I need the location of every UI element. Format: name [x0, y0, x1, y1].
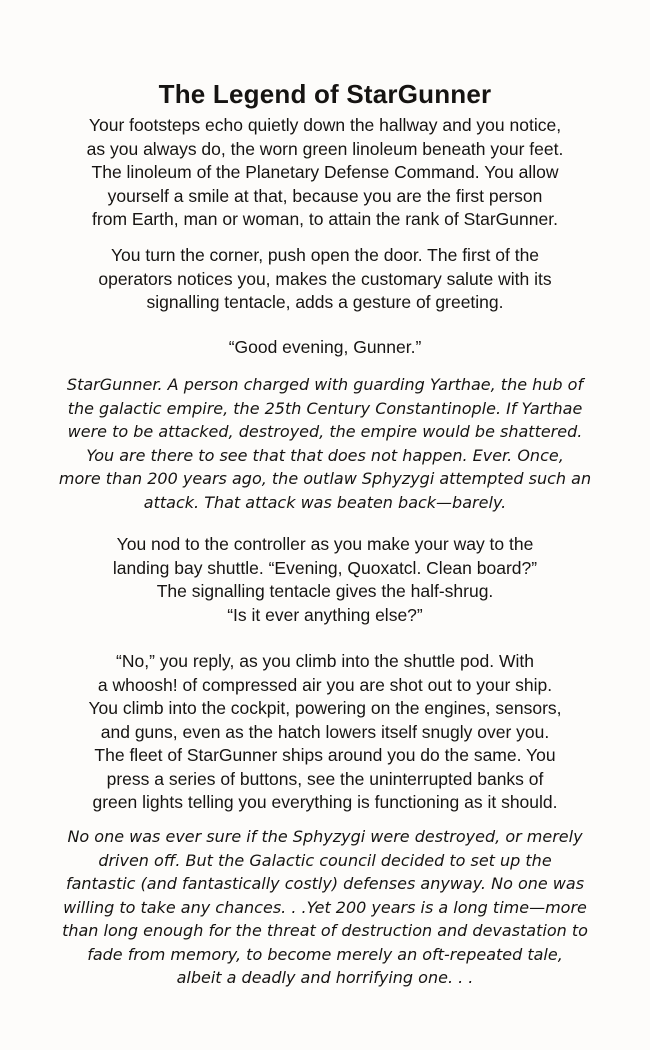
text-line: were to be attacked, destroyed, the empire would be shattered.	[67, 422, 583, 441]
text-line: a whoosh! of compressed air you are shot out to your ship.	[97, 674, 553, 695]
text-line: attack. That attack was beaten back—barely.	[143, 492, 507, 512]
text-line: You climb into the cockpit, powering on the engines, sensors,	[88, 698, 562, 718]
paragraph-greeting	[30, 336, 620, 360]
text-line: press a series of buttons, see the uninterrupted banks of	[106, 768, 544, 789]
text-line: albeit a deadly and horrifying one. . .	[176, 968, 474, 987]
text-line: as you always do, the worn green linoleum beneath your feet.	[86, 138, 564, 159]
paragraph-controller	[30, 533, 620, 627]
paragraph-door	[30, 244, 620, 315]
paragraph-sphyzygi-italic	[30, 825, 620, 990]
page-title: The Legend of StarGunner	[158, 79, 492, 109]
text-line: landing bay shuttle. “Evening, Quoxatcl. Clean board?”	[112, 557, 538, 578]
paragraph-shuttle	[30, 650, 620, 815]
text-line: You are there to see that that does not happen. Ever. Once,	[86, 445, 564, 465]
text-line: “No,” you reply, as you climb into the shuttle pod. With	[116, 651, 534, 671]
text-line: “Good evening, Gunner.”	[228, 337, 422, 357]
text-line: the galactic empire, the 25th Century Constantinople. If Yarthae	[67, 398, 583, 418]
text-line: You turn the corner, push open the door. The first of the	[110, 245, 540, 265]
text-line: more than 200 years ago, the outlaw Sphyzygi attempted such an	[58, 469, 592, 488]
text-line: StarGunner. A person charged with guarding Yarthae, the hub of	[66, 375, 584, 394]
text-line: Your footsteps echo quietly down the hallway and you notice,	[88, 115, 562, 135]
paragraph-hallway	[30, 114, 620, 232]
text-line: green lights telling you everything is functioning as it should.	[92, 792, 558, 812]
text-line: The signalling tentacle gives the half-shrug.	[156, 581, 494, 601]
text-line: yourself a smile at that, because you are the first person	[107, 185, 543, 206]
text-line: operators notices you, makes the customary salute with its	[98, 268, 552, 289]
text-line: fantastic (and fantastically costly) defenses anyway. No one was	[65, 874, 585, 893]
text-line: driven off. But the Galactic council decided to set up the	[98, 850, 552, 870]
text-line: The linoleum of the Planetary Defense Command. You allow	[91, 162, 559, 182]
text-line: “Is it ever anything else?”	[227, 604, 423, 625]
paragraph-stargunner-italic	[30, 373, 620, 514]
text-line: than long enough for the threat of destruction and devastation to	[62, 921, 588, 940]
text-line: The fleet of StarGunner ships around you do the same. You	[94, 745, 556, 765]
text-line: You nod to the controller as you make your way to the	[116, 534, 534, 554]
text-line: fade from memory, to become merely an oft-repeated tale,	[87, 944, 563, 964]
text-line: and guns, even as the hatch lowers itself snugly over you.	[100, 721, 550, 742]
text-line: No one was ever sure if the Sphyzygi were destroyed, or merely	[67, 827, 583, 846]
text-line: willing to take any chances. . .Yet 200 years is a long time—more	[63, 897, 587, 917]
text-line: signalling tentacle, adds a gesture of greeting.	[146, 292, 504, 312]
text-line: from Earth, man or woman, to attain the rank of StarGunner.	[92, 209, 558, 229]
